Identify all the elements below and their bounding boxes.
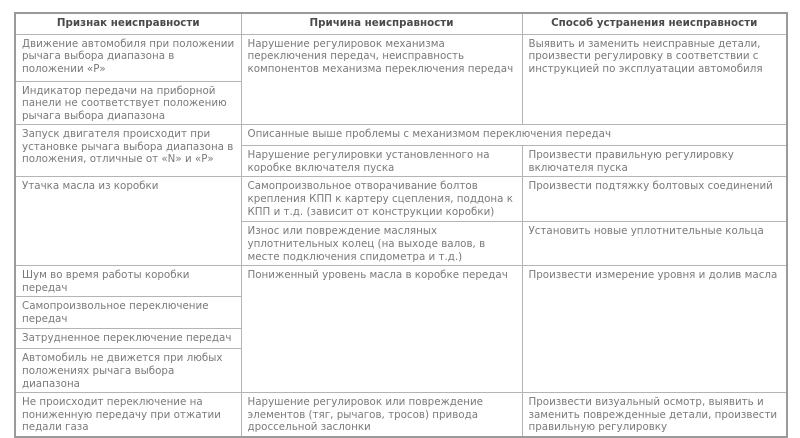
cause-cell: Нарушение регулировки установленного на коробке включателя пуска — [241, 146, 522, 177]
symptom-cell: Автомобиль не движется при любых положениях рычага выбора диапазона — [15, 349, 241, 393]
fix-cell: Произвести визуальный осмотр, выявить и заменить поврежденные детали, произвести правильную регулировку — [522, 393, 787, 437]
fix-cell: Произвести правильную регулировку включателя пуска — [522, 146, 787, 177]
fix-cell: Выявить и заменить неисправные детали, произвести регулировку в соответствии с инструкцией по эксплуатации автомобиля — [522, 34, 787, 125]
symptom-cell: Запуск двигателя происходит при установке рычага выбора диапазона в положения, отличные от «N» и «P» — [15, 125, 241, 177]
table-row — [15, 393, 787, 437]
symptom-cell: Утачка масла из коробки — [15, 177, 241, 266]
fix-cell: Установить новые уплотнительные кольца — [522, 222, 787, 266]
cause-cell: Износ или повреждение масляных уплотнительных колец (на выходе валов, в месте подключения спидометра и т.д.) — [241, 222, 522, 266]
symptom-cell: Движение автомобиля при положении рычага выбора диапазона в положении «P» — [15, 34, 241, 81]
cause-cell: Самопроизвольное отворачивание болтов крепления КПП к картеру сцепления, поддона к КПП и т.д. (зависит от конструкции коробки) — [241, 177, 522, 222]
cause-cell: Пониженный уровень масла в коробке передач — [241, 266, 522, 393]
table-row — [15, 125, 787, 146]
symptom-cell: Самопроизвольное переключение передач — [15, 297, 241, 329]
table-row — [15, 34, 787, 81]
cause-cell: Нарушение регулировок механизма переключения передач, неисправность компонентов механизма переключения передач — [241, 34, 522, 125]
cause-cell: Описанные выше проблемы с механизмом переключения передач — [241, 125, 787, 146]
symptom-cell: Индикатор передачи на приборной панели не соответствует положению рычага выбора диапазона — [15, 81, 241, 125]
table-row — [15, 266, 787, 297]
symptom-cell: Не происходит переключение на пониженную передачу при отжатии педали газа — [15, 393, 241, 437]
fix-cell: Произвести измерение уровня и долив масла — [522, 266, 787, 393]
header-fix: Способ устранения неисправности — [522, 13, 787, 34]
symptom-cell: Затрудненное переключение передач — [15, 329, 241, 349]
malfunction-table — [14, 12, 788, 438]
header-symptom: Признак неисправности — [15, 13, 241, 34]
header-cause: Причина неисправности — [241, 13, 522, 34]
cause-cell: Нарушение регулировок или повреждение элементов (тяг, рычагов, тросов) привода дроссельной заслонки — [241, 393, 522, 437]
symptom-cell: Шум во время работы коробки передач — [15, 266, 241, 297]
table-header-row — [15, 13, 787, 34]
fix-cell: Произвести подтяжку болтовых соединений — [522, 177, 787, 222]
table-row — [15, 177, 787, 222]
